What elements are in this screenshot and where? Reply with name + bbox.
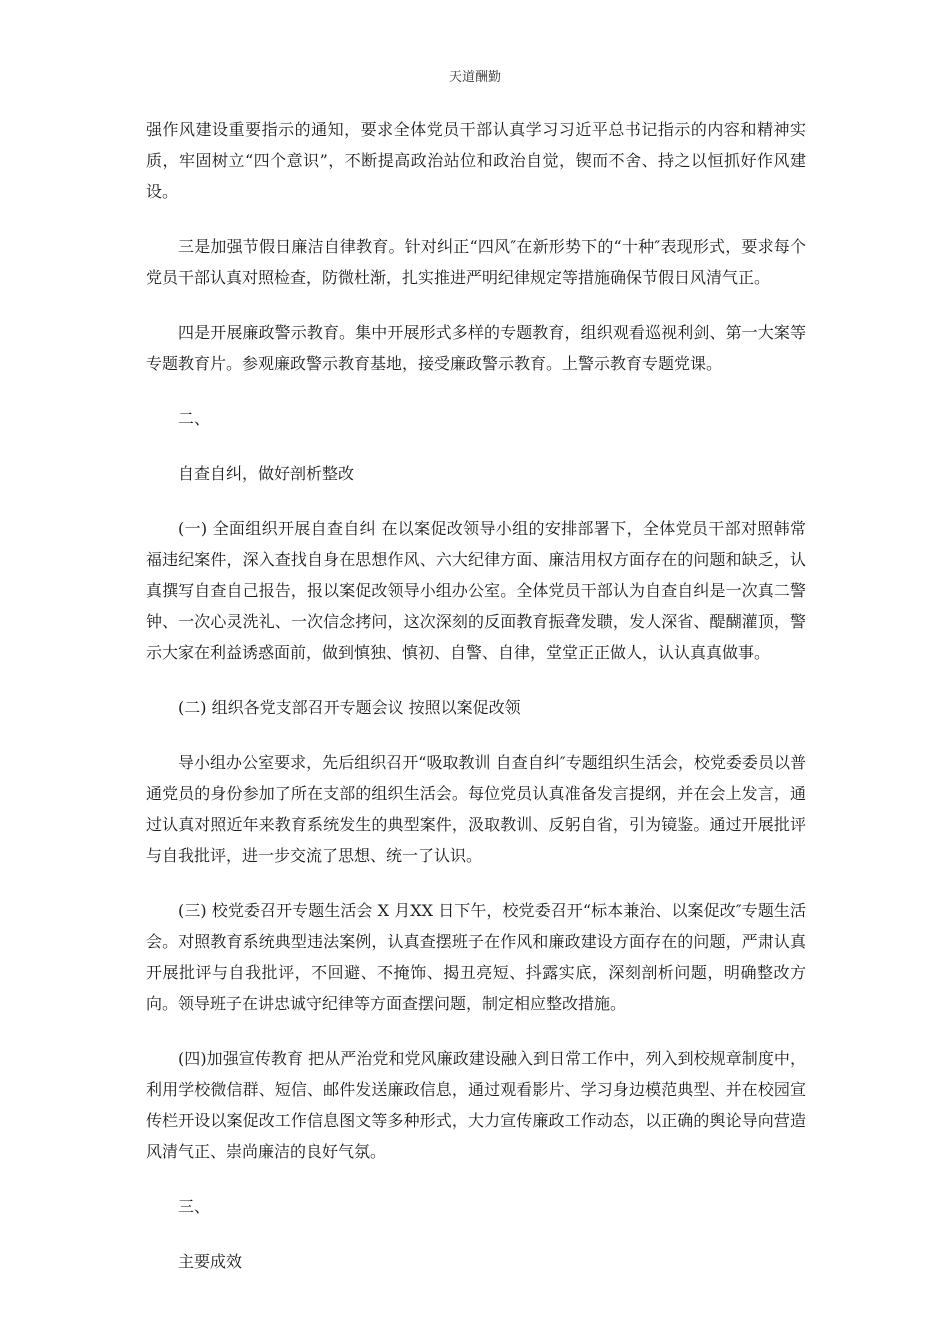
body-paragraph: 四是开展廉政警示教育。集中开展形式多样的专题教育，组织观看巡视利剑、第一大案等专题教育片。参观廉政警示教育基地，接受廉政警示教育。上警示教育专题党课。 [146,323,806,373]
page-header: 天道酬勤 [448,70,501,85]
body-paragraph: 三是加强节假日廉洁自律教育。针对纠正“四风″在新形势下的“十种″表现形式，要求每个党员干部认真对照检查，防微杜渐，扎实推进严明纪律规定等措施确保节假日风清气正。 [146,237,806,287]
document-body [146,114,806,1301]
section-heading: 主要成效 [178,1252,243,1271]
section-number: 三、 [178,1197,211,1216]
body-paragraph: (二) 组织各党支部召开专题会议 按照以案促改领 [178,698,521,717]
body-paragraph: (一) 全面组织开展自查自纠 在以案促改领导小组的安排部署下，全体党员干部对照韩常福违纪案件，深入查找自身在思想作风、六大纪律方面、廉洁用权方面存在的问题和缺乏，认真撰写自查自己报告，报以案促改领导小组办公室。全体党员干部认为自查自纠是一次真二警钟、一次心灵洗礼、一次信念拷问，这次深刻的反面教育振聋发聩，发人深省、醍醐灌顶，警示大家在利益诱惑面前，做到慎独、慎初、自警、自律，堂堂正正做人，认认真真做事。 [146,519,806,662]
section-heading: 自查自纠，做好剖析整改 [178,464,355,483]
body-paragraph: 导小组办公室要求，先后组织召开“吸取教训 自查自纠″专题组织生活会，校党委委员以普通党员的身份参加了所在支部的组织生活会。每位党员认真准备发言提纲，并在会上发言，通过认真对照近年来教育系统发生的典型案件，汲取教训、反躬自省，引为镜鉴。通过开展批评与自我批评，进一步交流了思想、统一了认识。 [146,753,806,865]
body-paragraph: (三) 校党委召开专题生活会 X 月XX 日下午，校党委召开“标本兼治、以案促改″专题生活会。对照教育系统典型违法案例，认真查摆班子在作风和廉政建设方面存在的问题，严肃认真开展批评与自我批评，不回避、不掩饰、揭丑亮短、抖露实底，深刻剖析问题，明确整改方向。领导班子在讲忠诚守纪律等方面查摆问题，制定相应整改措施。 [146,901,806,1013]
section-number: 二、 [178,409,211,428]
body-paragraph: (四)加强宣传教育 把从严治党和党风廉政建设融入到日常工作中，列入到校规章制度中，利用学校微信群、短信、邮件发送廉政信息，通过观看影片、学习身边模范典型、并在校园宣传栏开设以案促改工作信息图文等多种形式，大力宣传廉政工作动态，以正确的舆论导向营造风清气正、崇尚廉洁的良好气氛。 [146,1049,806,1161]
body-paragraph: 强作风建设重要指示的通知，要求全体党员干部认真学习习近平总书记指示的内容和精神实质，牢固树立“四个意识”，不断提高政治站位和政治自觉，锲而不舍、持之以恒抓好作风建设。 [146,120,806,201]
